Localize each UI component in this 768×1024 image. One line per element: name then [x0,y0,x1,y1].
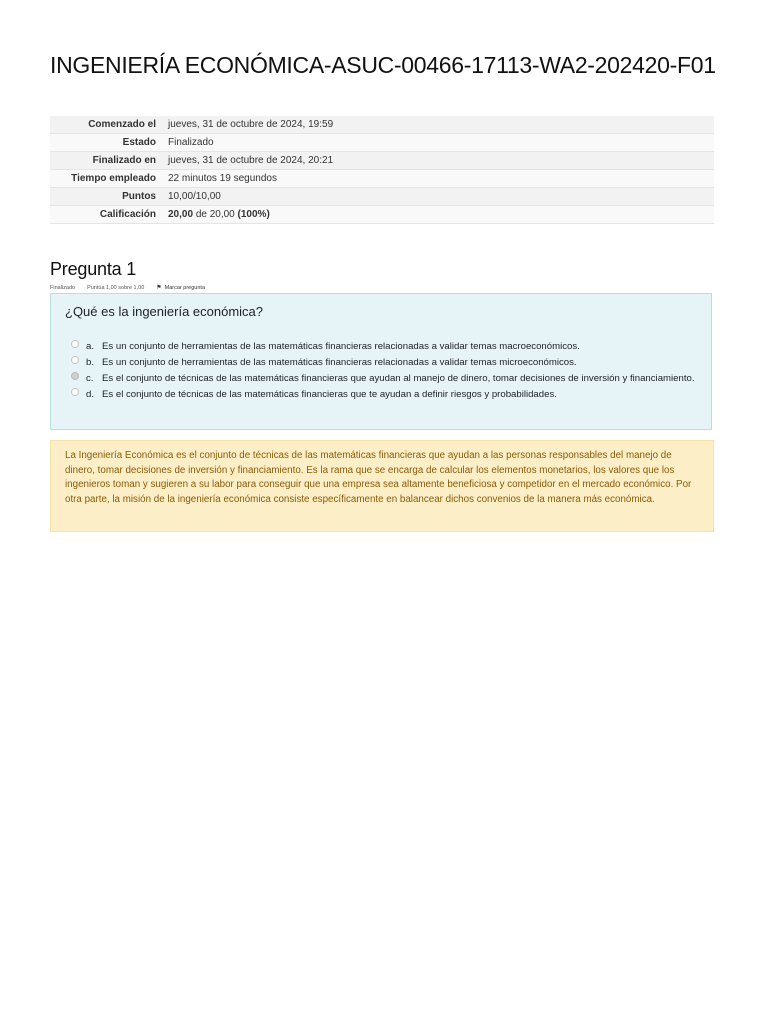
summary-value: 10,00/10,00 [168,191,221,202]
grade-score: 20,00 [168,209,194,220]
answer-option-b[interactable] [71,356,701,369]
flag-question-label: Marcar pregunta [164,284,206,291]
radio-button-selected[interactable] [71,372,79,380]
summary-row [50,188,714,206]
answer-option-c[interactable] [71,372,701,385]
question-points: Puntúa 1,00 sobre 1,00 [87,284,145,291]
question-heading: Pregunta 1 [50,259,137,279]
answer-options [71,340,701,404]
general-feedback: La Ingeniería Económica es el conjunto de técnicas de las matemáticas financieras que ayudan a las personas responsables del manejo de dinero, tomar decisiones de inversión y financiamiento. Es la rama que se encarga de calcular los elementos monetarios, los valores que los ingenieros toman y sugieren a su labor para conseguir que una empresa sea altamente beneficiosa y competidor en el mercado económico. Por otra parte, la misión de la ingeniería económica consiste específicamente en balancear dichos convenios de la manera más económica. [50,440,714,532]
summary-value: jueves, 31 de octubre de 2024, 20:21 [168,155,334,166]
grade-percent: (100%) [237,209,270,220]
summary-row-grade [50,206,714,224]
summary-value: 22 minutos 19 segundos [168,173,277,184]
answer-option-a[interactable] [71,340,701,353]
option-text: Es el conjunto de técnicas de las matemáticas financieras que te ayudan a definir riesgos y probabilidades. [102,389,557,400]
summary-row [50,170,714,188]
option-text: Es un conjunto de herramientas de las matemáticas financieras relacionadas a validar temas macroeconómicos. [102,341,580,352]
summary-label: Estado [122,137,156,148]
summary-label: Tiempo empleado [71,173,156,184]
grade-of: de 20,00 [195,209,235,220]
flag-icon: ⚑ [156,285,162,291]
option-text: Es el conjunto de técnicas de las matemáticas financieras que ayudan al manejo de dinero, tomar decisiones de inversión y financiamiento. [102,373,695,384]
grade-value [162,206,714,224]
radio-button[interactable] [71,340,79,348]
summary-label: Puntos [122,191,156,202]
option-letter: c. [86,373,94,384]
option-text: Es un conjunto de herramientas de las matemáticas financieras relacionadas a validar temas microeconómicos. [102,357,577,368]
grade-label: Calificación [99,209,156,220]
option-letter: b. [86,357,95,368]
question-box [50,293,712,430]
option-letter: a. [86,341,95,352]
attempt-summary-table [50,116,714,224]
radio-button[interactable] [71,356,79,364]
summary-value: Finalizado [168,137,214,148]
summary-row [50,152,714,170]
answer-option-d[interactable] [71,388,701,401]
question-text: ¿Qué es la ingeniería económica? [65,304,264,319]
summary-label: Finalizado en [92,155,156,166]
summary-label: Comenzado el [88,119,156,130]
radio-button[interactable] [71,388,79,396]
question-status: Finalizado [50,284,76,291]
summary-row [50,116,714,134]
summary-row [50,134,714,152]
page-title: INGENIERÍA ECONÓMICA-ASUC-00466-17113-WA2-202420-F01 [50,52,716,78]
option-letter: d. [86,389,95,400]
question-meta [50,284,205,291]
summary-value: jueves, 31 de octubre de 2024, 19:59 [168,119,334,130]
flag-question-link[interactable] [156,284,205,291]
